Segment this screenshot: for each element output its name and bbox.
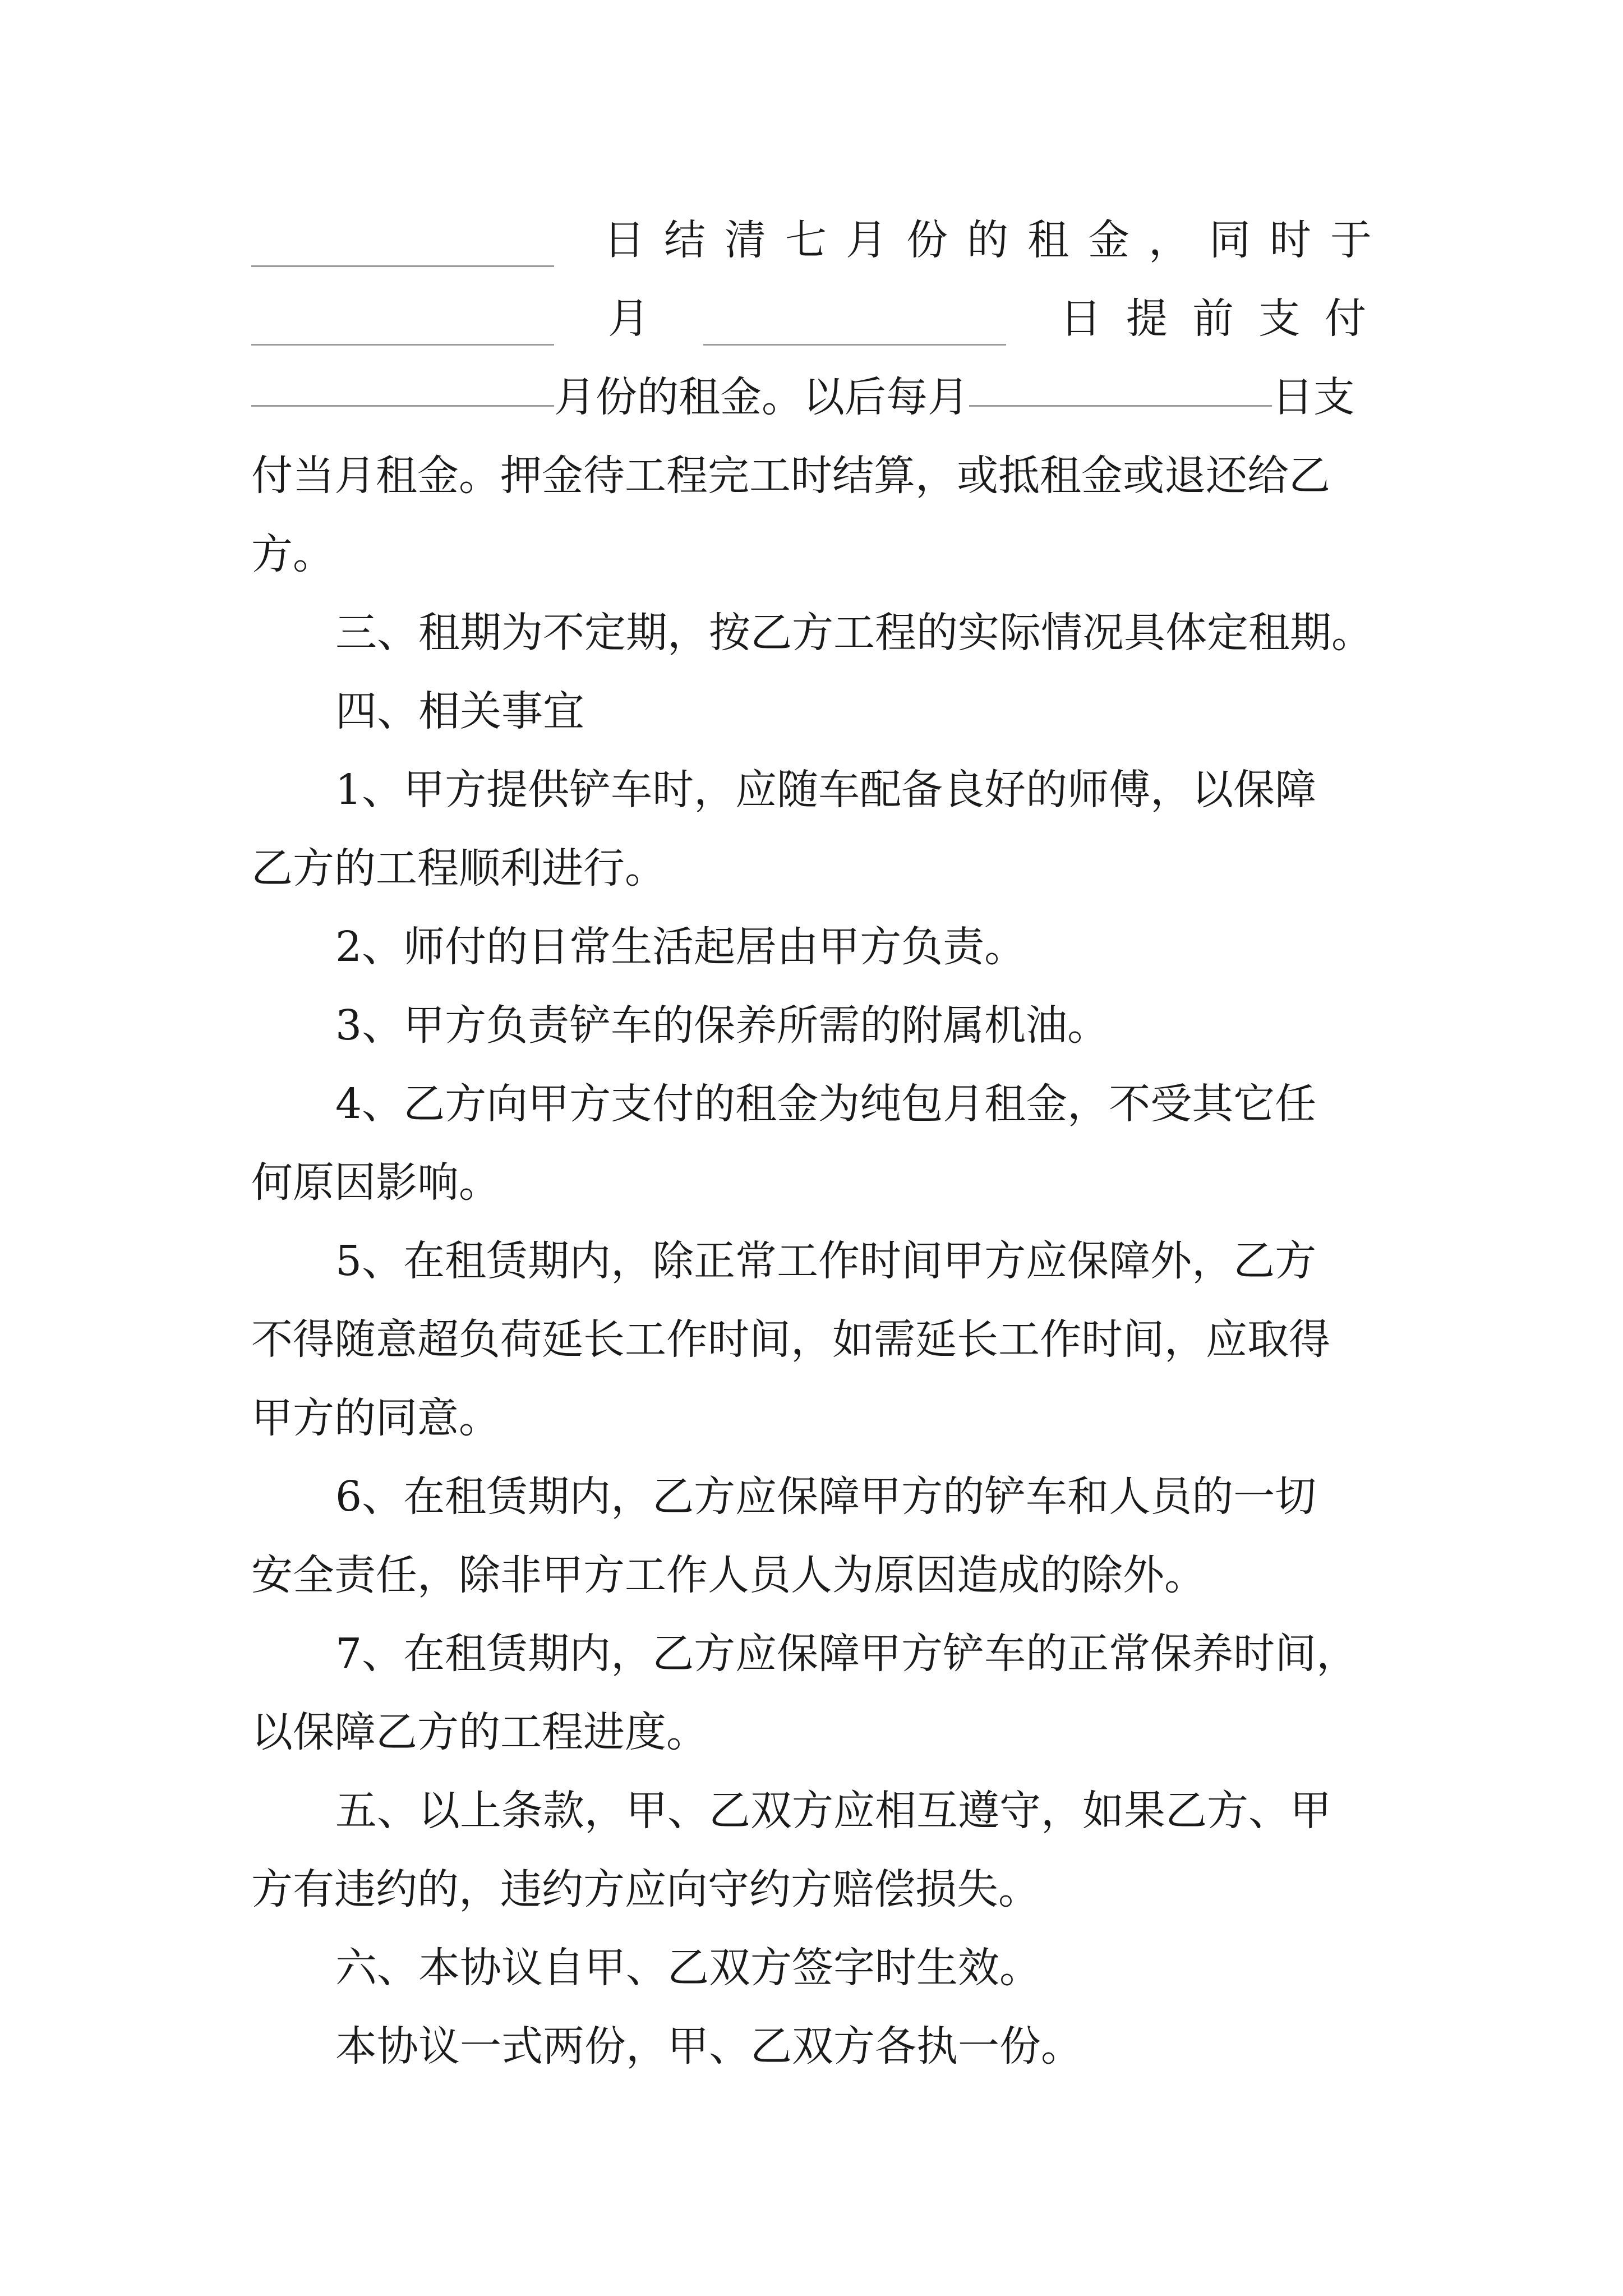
text-line: 7、在租赁期内，乙方应保障甲方铲车的正常保养时间， [335,1630,1358,1678]
text-line: 何原因影响。 [251,1158,500,1207]
text-line [251,370,1391,424]
line-text: 日支 [1272,373,1355,421]
line-text: 日提前支付 [1060,295,1391,343]
text-line: 本协议一式两份，甲、乙双方各执一份。 [335,2022,1082,2070]
text-line: 4、乙方向甲方支付的租金为纯包月租金，不受其它任 [335,1080,1317,1128]
section-heading: 三、租期为不定期，按乙方工程的实际情况具体定租期。 [335,609,1373,657]
fill-blank [251,263,554,267]
section-heading: 五、以上条款，甲、乙双方应相互遵守，如果乙方、甲 [335,1787,1331,1835]
text-line: 1、甲方提供铲车时，应随车配备良好的师傅，以保障 [335,766,1317,814]
text-line: 5、在租赁期内，除正常工作时间甲方应保障外，乙方 [335,1237,1317,1285]
text-line: 3、甲方负责铲车的保养所需的附属机油。 [335,1001,1109,1050]
text-line: 以保障乙方的工程进度。 [251,1708,708,1756]
line-text: 月份的租金。以后每月 [554,373,969,421]
text-line: 2、师付的日常生活起居由甲方负责。 [335,923,1026,971]
text-line: 方。 [251,530,334,578]
fill-blank [703,342,1006,346]
fill-blank [251,342,554,346]
text-line [251,292,1391,346]
text-line: 付当月租金。押金待工程完工时结算，或抵租金或退还给乙 [251,452,1330,500]
line-text: 月 [608,295,649,343]
text-line: 安全责任，除非甲方工作人员人为原因造成的除外。 [251,1551,1206,1599]
text-line: 方有违约的，违约方应向守约方赔偿损失。 [251,1865,1040,1913]
text-line: 乙方的工程顺利进行。 [251,844,666,892]
line-text: 日结清七月份的租金，同时于 [603,216,1391,264]
section-heading: 六、本协议自甲、乙双方签字时生效。 [335,1944,1041,1992]
section-heading: 四、相关事宜 [335,687,584,735]
fill-blank [969,403,1272,407]
text-line: 6、在租赁期内，乙方应保障甲方的铲车和人员的一切 [335,1473,1317,1521]
fill-blank [251,403,554,407]
text-line: 甲方的同意。 [251,1394,500,1442]
text-line: 不得随意超负荷延长工作时间，如需延长工作时间，应取得 [251,1315,1330,1364]
text-line [251,213,1391,267]
